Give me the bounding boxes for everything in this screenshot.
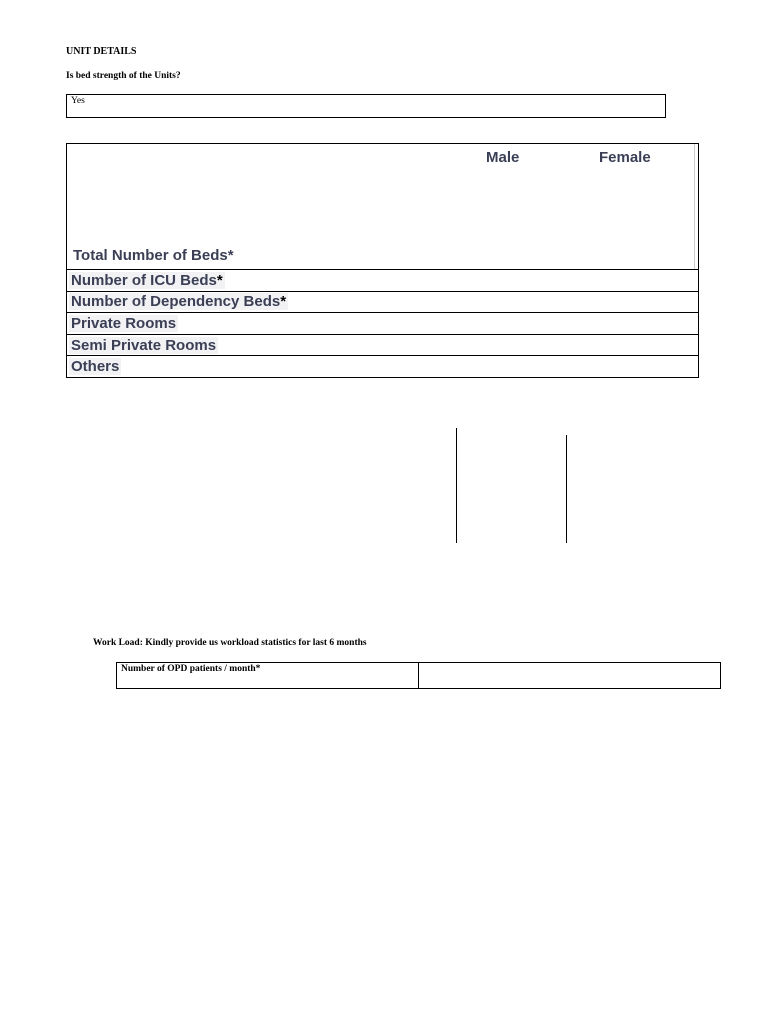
- column-rule-right: [566, 435, 567, 543]
- row-divider: [67, 291, 698, 292]
- row-divider: [67, 334, 698, 335]
- workload-title: Work Load: Kindly provide us workload statistics for last 6 months: [93, 638, 367, 648]
- bed-strength-answer-value: Yes: [71, 96, 85, 106]
- bed-strength-question: Is bed strength of the Units?: [66, 71, 181, 81]
- row-label-others: Others: [71, 358, 120, 375]
- opd-label: Number of OPD patients / month*: [121, 664, 261, 674]
- section-heading: UNIT DETAILS: [66, 46, 137, 57]
- bed-strength-answer-field[interactable]: [66, 94, 666, 118]
- row-label-private-rooms: Private Rooms: [71, 315, 177, 332]
- beds-table: [66, 143, 699, 378]
- opd-value-field[interactable]: [419, 663, 720, 688]
- column-rule-left: [456, 428, 457, 543]
- row-divider: [67, 355, 698, 356]
- opd-label-cell: [117, 663, 419, 688]
- row-label-icu-beds: Number of ICU Beds*: [71, 272, 223, 289]
- row-label-semi-private-rooms: Semi Private Rooms: [71, 337, 217, 354]
- row-divider: [67, 312, 698, 313]
- col-header-female: Female: [599, 149, 651, 166]
- row-label-dependency-beds: Number of Dependency Beds*: [71, 293, 287, 310]
- row-divider: [67, 269, 698, 270]
- row-label-total-beds: Total Number of Beds*: [73, 247, 234, 264]
- col-header-male: Male: [486, 149, 520, 166]
- opd-table: [116, 662, 721, 689]
